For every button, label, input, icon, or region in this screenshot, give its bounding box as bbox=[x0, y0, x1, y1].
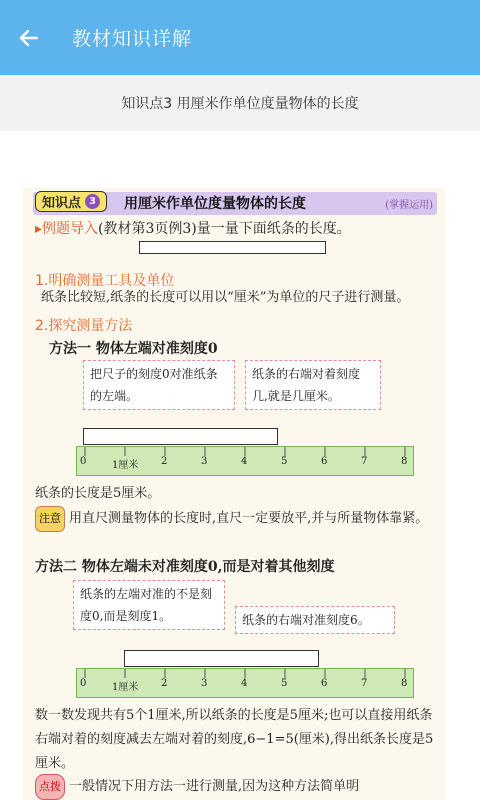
method-2-title: 方法二 物体左端未对准刻度0,而是对着其他刻度 bbox=[35, 559, 335, 575]
arrow-left-icon bbox=[17, 27, 39, 49]
ruler-labels-1 bbox=[76, 456, 414, 472]
tick-8: 8 bbox=[401, 456, 408, 467]
note-right-2: 纸条的右端对准刻度6。 bbox=[235, 606, 395, 634]
tick-7: 7 bbox=[361, 678, 368, 689]
page-title: 教材知识详解 bbox=[72, 28, 193, 50]
method-1-result: 纸条的长度是5厘米。 bbox=[35, 486, 161, 501]
mastery-tag: (掌握运用) bbox=[385, 200, 433, 211]
tick-4: 4 bbox=[241, 456, 248, 467]
back-button[interactable] bbox=[0, 0, 56, 75]
paper-strip-on-ruler-1 bbox=[83, 428, 278, 445]
app-bar bbox=[0, 0, 480, 75]
tick-7: 7 bbox=[361, 456, 368, 467]
tick-6: 6 bbox=[321, 678, 328, 689]
note-right-1: 纸条的右端对着刻度几,就是几厘米。 bbox=[245, 360, 381, 410]
method-2-result: 数一数发现共有5个1厘米,所以纸条的长度是5厘米;也可以直接用纸条右端对着的刻度减去左端对着的刻度,6−1=5(厘米),得出纸条长度是5厘米。 bbox=[35, 708, 434, 771]
tick-0: 0 bbox=[80, 456, 87, 467]
method-1-title: 方法一 物体左端对准刻度0 bbox=[49, 341, 218, 357]
tick-5: 5 bbox=[281, 456, 288, 467]
paper-strip bbox=[139, 241, 326, 254]
step-1-heading: 1.明确测量工具及单位 bbox=[35, 273, 175, 289]
tick-6: 6 bbox=[321, 456, 328, 467]
tick-1: 1厘米 bbox=[112, 682, 139, 693]
tick-2: 2 bbox=[161, 456, 168, 467]
tick-5: 5 bbox=[281, 678, 288, 689]
tick-1: 1厘米 bbox=[112, 460, 139, 471]
tick-0: 0 bbox=[80, 678, 87, 689]
ruler-labels-2 bbox=[76, 678, 414, 694]
section-heading: 用厘米作单位度量物体的长度 bbox=[124, 196, 306, 212]
tick-3: 3 bbox=[201, 456, 208, 467]
paper-strip-on-ruler-2 bbox=[124, 650, 319, 667]
knowledge-badge: 知识点 3 bbox=[35, 191, 107, 212]
step-2-heading: 2.探究测量方法 bbox=[35, 318, 133, 334]
caution-note: 注意 用直尺测量物体的长度时,直尺一定要放平,并与所量物体靠紧。 bbox=[35, 506, 439, 532]
note-left-1: 把尺子的刻度0对准纸条的左端。 bbox=[83, 360, 235, 410]
note-left-2: 纸条的左端对准的不是刻度0,而是刻度1。 bbox=[73, 580, 225, 630]
tip-note: 点拨 一般情况下用方法一进行测量,因为这种方法简单明 bbox=[35, 774, 439, 800]
tick-3: 3 bbox=[201, 678, 208, 689]
step-1-body: 纸条比较短,纸条的长度可以用以“厘米”为单位的尺子进行测量。 bbox=[41, 290, 410, 305]
knowledge-point-title: 知识点3 用厘米作单位度量物体的长度 bbox=[0, 75, 480, 131]
tick-8: 8 bbox=[401, 678, 408, 689]
tick-2: 2 bbox=[161, 678, 168, 689]
textbook-page-image bbox=[23, 188, 445, 800]
tick-4: 4 bbox=[241, 678, 248, 689]
example-intro: ▸例题导入(教材第3页例3)量一量下面纸条的长度。 bbox=[35, 221, 351, 237]
